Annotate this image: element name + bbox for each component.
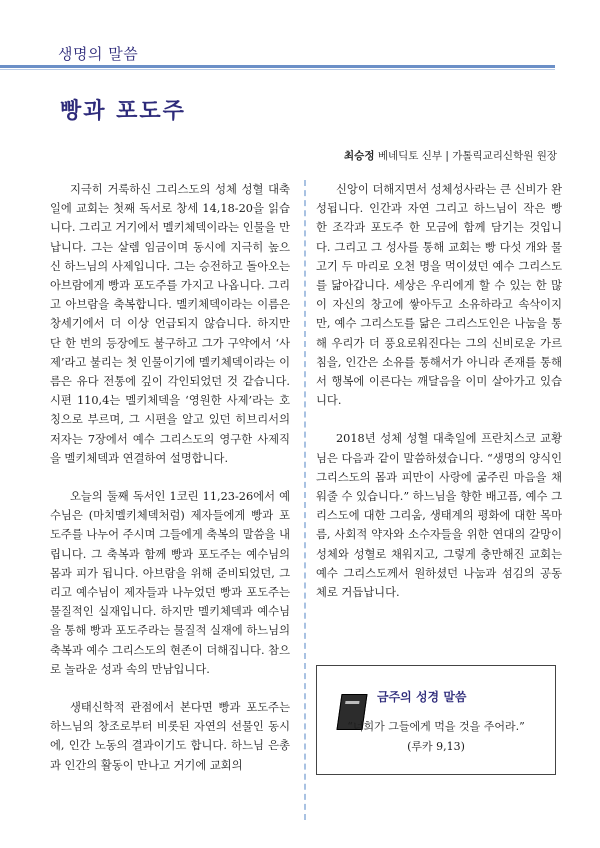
paragraph: 오늘의 둘째 독서인 1코린 11,23-26에서 예수님은 (마치멜키체덱처럼) 제자들에게 빵과 포도주를 나누어 주시며 그들에게 축복의 말씀을 내립니다. 그 축복과 함께 빵과 포도주는 예수님의 몸과 피가 됩니다. 아브람을 위해 준비되었던, 그리고 예수님이 제자들과 나누었던 빵과 포도주는 물질적인 실재입니다. 하지만 멜키체덱과 예수님을 통해 빵과 포도주라는 물질적 실재에 하느님의 축복과 예수 그리스도의 현존이 더해집니다. 참으로 놀라운 성과 속의 만남입니다. xyxy=(50,490,290,676)
header-rule-thin xyxy=(0,69,555,70)
paragraph: 2018년 성체 성혈 대축일에 프란치스코 교황님은 다음과 같이 말씀하셨습니다. “생명의 양식인 그리스도의 몸과 피만이 사랑에 굶주린 마음을 채워줄 수 있습니다.” 하느님을 향한 배고픔, 예수 그리스도에 대한 그리움, 생태계의 평화에 대한 목마름, 사회적 약자와 소수자들을 위한 연대의 갈망이 성체와 성혈로 채워지고, 그렇게 충만해진 교회는 예수 그리스도께서 원하셨던 나눔과 섬김의 공동체로 거듭납니다. xyxy=(316,432,562,600)
paragraph: 생태신학적 관점에서 본다면 빵과 포도주는 하느님의 창조로부터 비롯된 자연의 선물인 동시에, 인간 노동의 결과이기도 합니다. 하느님 은총과 인간의 활동이 만나고 거기에 교회의 xyxy=(50,701,290,772)
author-role: 베네딕토 신부 | 가톨릭교리신학원 원장 xyxy=(377,150,557,162)
left-column xyxy=(50,180,290,794)
weekly-verse-box xyxy=(316,665,556,775)
weekly-verse-title: 금주의 성경 말씀 xyxy=(377,690,467,704)
header-rule xyxy=(0,65,555,68)
paragraph: 지극히 거룩하신 그리스도의 성체 성혈 대축일에 교회는 첫째 독서로 창세 14,18-20을 읽습니다. 그리고 거기에서 멜키체덱이라는 인물을 만납니다. 그는 살렘 임금이며 동시에 지극히 높으신 하느님의 사제입니다. 그는 승전하고 돌아오는 아브람에게 빵과 포도주를 가지고 나옵니다. 그리고 아브람을 축복합니다. 멜키체덱이라는 이름은 창세기에서 더 이상 언급되지 않습니다. 하지만 단 한 번의 등장에도 불구하고 그가 구약에서 ‘사제’라고 불리는 첫 인물이기에 멜키체덱이라는 이름은 유다 전통에 깊이 각인되었던 것 같습니다. 시편 110,4는 멜키체덱을 ‘영원한 사제’라는 호칭으로 부르며, 그 시편을 알고 있던 히브리서의 저자는 7장에서 예수 그리스도의 영구한 사제직을 멜키체덱과 연결하여 설명합니다. xyxy=(50,183,290,465)
weekly-verse-quote: “너희가 그들에게 먹을 것을 주어라.” xyxy=(347,720,525,733)
byline xyxy=(344,148,557,163)
author-name: 최승정 xyxy=(344,150,375,162)
section-title: 생명의 말씀 xyxy=(58,45,139,63)
column-divider xyxy=(304,180,306,820)
right-column xyxy=(316,180,562,621)
paragraph: 신앙이 더해지면서 성체성사라는 큰 신비가 완성됩니다. 인간과 자연 그리고 하느님이 작은 빵 한 조각과 포도주 한 모금에 함께 담기는 것입니다. 그리고 그 성사를 통해 교회는 빵 다섯 개와 물고기 두 마리로 오천 명을 먹이셨던 예수 그리스도를 닮아갑니다. 세상은 우리에게 할 수 있는 한 많이 자신의 창고에 쌓아두고 소유하라고 속삭이지만, 예수 그리스도를 닮은 그리스도인은 나눔을 통해 우리가 더 풍요로워진다는 그의 신비로운 가르침을, 인간은 소유를 통해서가 아니라 존재를 통해서 행복에 이른다는 깨달음을 이미 살아가고 있습니다. xyxy=(316,183,562,408)
article-title: 빵과 포도주 xyxy=(60,99,186,124)
weekly-verse-reference: (루카 9,13) xyxy=(407,740,465,753)
